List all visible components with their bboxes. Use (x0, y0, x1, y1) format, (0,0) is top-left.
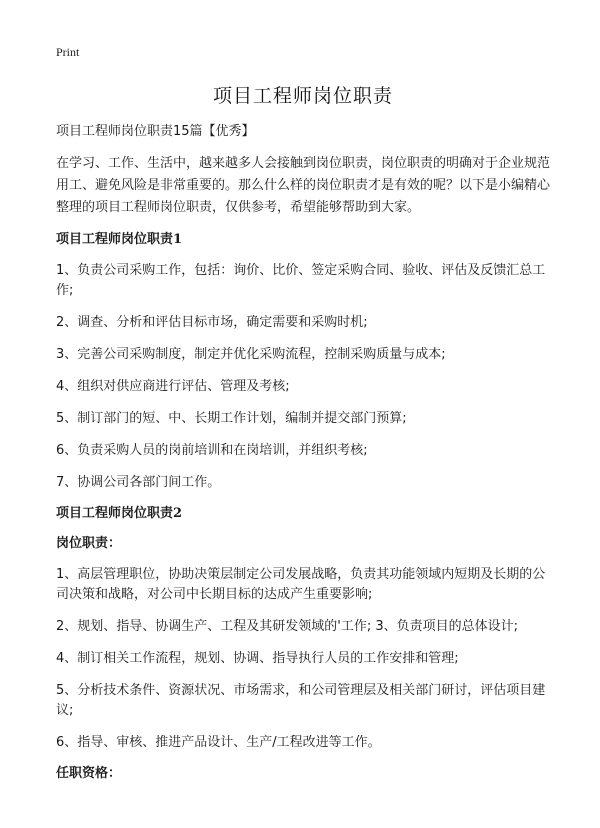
print-label: Print (56, 45, 80, 59)
document-body (56, 123, 550, 783)
list-item: 5、分析技术条件、资源状况、市场需求，和公司管理层及相关部门研讨，评估项目建议; (56, 683, 546, 718)
responsibilities-subheading: 岗位职责： (56, 536, 122, 551)
page-title: 项目工程师岗位职责 (212, 85, 393, 107)
list-item: 5、制订部门的短、中、长期工作计划，编制并提交部门预算; (56, 411, 407, 426)
list-item: 2、调查、分析和评估目标市场，确定需要和采购时机; (56, 315, 368, 330)
list-item: 2、规划、指导、协调生产、工程及其研发领域的'工作; 3、负责项目的总体设计; (56, 619, 519, 634)
list-item: 6、负责采购人员的岗前培训和在岗培训，并组织考核; (56, 443, 368, 458)
list-item: 7、协调公司各部门间工作。 (56, 475, 221, 490)
list-item: 1、高层管理职位，协助决策层制定公司发展战略，负责其功能领域内短期及长期的公司决策和战略，对公司中长期目标的达成产生重要影响; (56, 567, 546, 602)
qualifications-subheading: 任职资格： (56, 766, 122, 781)
list-item: 6、指导、审核、推进产品设计、生产/工程改进等工作。 (56, 735, 381, 750)
list-item: 4、制订相关工作流程，规划、协调、指导执行人员的工作安排和管理; (56, 651, 459, 666)
intro-paragraph: 在学习、工作、生活中，越来越多人会接触到岗位职责，岗位职责的明确对于企业规范用工、避免风险是非常重要的。那么什么样的岗位职责才是有效的呢？以下是小编精心整理的项目工程师岗位职责，仅供参考，希望能够帮助到大家。 (56, 156, 551, 215)
list-item: 3、完善公司采购制度，制定并优化采购流程，控制采购质量与成本; (56, 347, 446, 362)
section-heading-2: 项目工程师岗位职责2 (56, 506, 183, 521)
list-item: 1、负责公司采购工作，包括：询价、比价、签定采购合同、验收、评估及反馈汇总工作; (56, 263, 546, 298)
section-heading-1: 项目工程师岗位职责1 (56, 232, 183, 247)
list-item: 4、组织对供应商进行评估、管理及考核; (56, 379, 290, 394)
document-subtitle: 项目工程师岗位职责15篇【优秀】 (56, 124, 255, 139)
